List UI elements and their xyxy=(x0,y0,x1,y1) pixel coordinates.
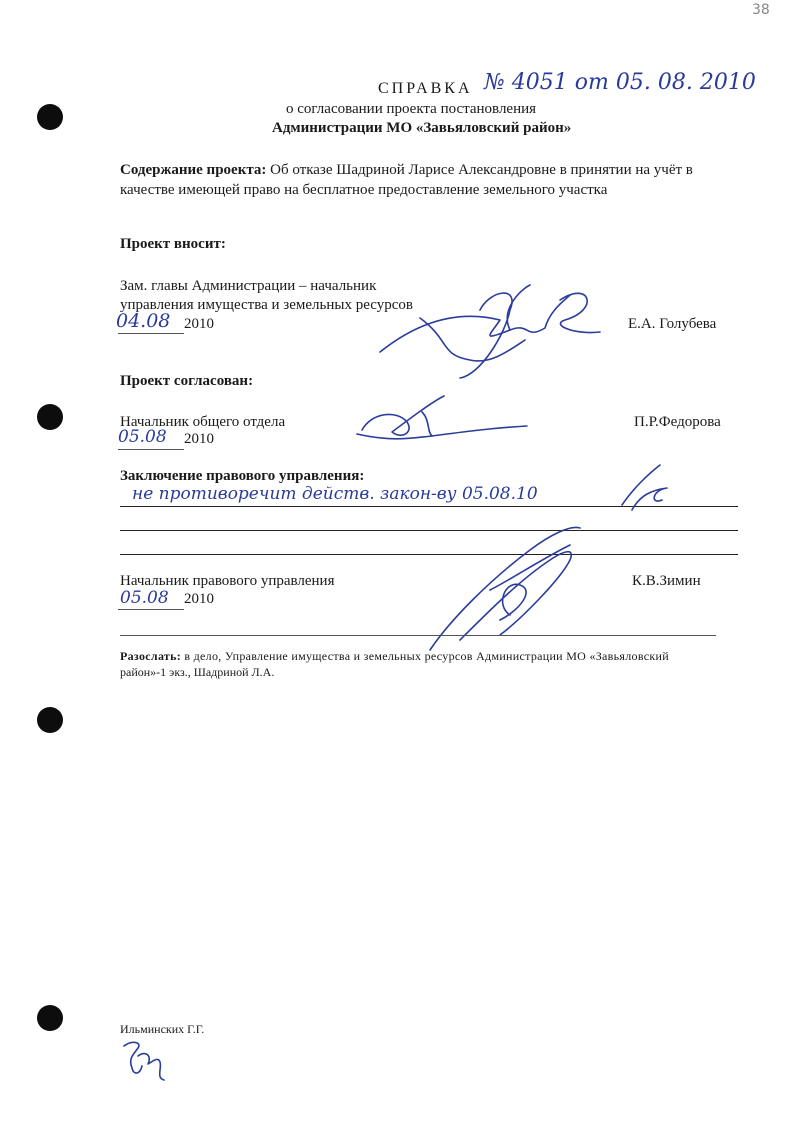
legal-year: 2010 xyxy=(184,591,214,607)
project-content-line-2: качестве имеющей право на бесплатное предоставление земельного участка xyxy=(120,182,608,198)
header-line-2: Администрации МО «Завьяловский район» xyxy=(272,120,572,136)
legal-date-underline xyxy=(118,609,184,610)
binder-hole-1 xyxy=(37,104,63,130)
submitter-date-handwritten: 04.08 xyxy=(116,310,171,332)
approval-signature xyxy=(352,392,532,448)
handwritten-reference-number: № 4051 от 05. 08. 2010 xyxy=(484,70,756,95)
approval-date-underline xyxy=(118,449,184,450)
legal-conclusion-paraph xyxy=(612,460,672,520)
submitter-position-2: управления имущества и земельных ресурсов xyxy=(120,297,413,313)
legal-signature xyxy=(400,520,620,660)
submitter-heading: Проект вносит: xyxy=(120,236,226,252)
legal-name: К.В.Зимин xyxy=(632,573,701,589)
distribution-line-1 xyxy=(120,649,669,664)
submitter-year: 2010 xyxy=(184,316,214,332)
submitter-position-1: Зам. главы Администрации – начальник xyxy=(120,278,377,294)
submitter-name: Е.А. Голубева xyxy=(628,316,717,332)
legal-conclusion-handwritten: не противоречит действ. закон-ву 05.08.10 xyxy=(132,484,538,504)
project-content-label: Содержание проекта: xyxy=(120,162,267,178)
approval-name: П.Р.Федорова xyxy=(634,414,721,430)
document-title: СПРАВКА xyxy=(378,80,473,97)
project-content-line-1 xyxy=(120,162,693,179)
approval-position: Начальник общего отдела xyxy=(120,414,286,430)
distribution-separator xyxy=(120,635,716,636)
distribution-text-1: в дело, Управление имущества и земельных ресурсов Администрации МО «Завьяловский xyxy=(181,649,669,663)
approval-date-handwritten: 05.08 xyxy=(118,427,167,447)
distribution-label: Разослать: xyxy=(120,649,182,663)
approval-heading: Проект согласован: xyxy=(120,373,254,389)
executor-signature xyxy=(118,1038,168,1083)
binder-hole-3 xyxy=(37,707,63,733)
distribution-line-2: район»-1 экз., Шадриной Л.А. xyxy=(120,665,275,679)
header-line-1: о согласовании проекта постановления xyxy=(286,101,537,117)
legal-heading: Заключение правового управления: xyxy=(120,468,365,484)
binder-hole-2 xyxy=(37,404,63,430)
executor-name: Ильминских Г.Г. xyxy=(120,1022,205,1036)
submitter-signature xyxy=(360,280,620,380)
legal-date-handwritten: 05.08 xyxy=(120,588,169,608)
submitter-date-underline xyxy=(118,333,184,334)
binder-hole-4 xyxy=(37,1005,63,1031)
project-content-text-1: Об отказе Шадриной Ларисе Александровне в принятии на учёт в xyxy=(266,162,693,178)
page-number: 38 xyxy=(752,2,770,18)
approval-year: 2010 xyxy=(184,431,214,447)
legal-position: Начальник правового управления xyxy=(120,573,335,589)
